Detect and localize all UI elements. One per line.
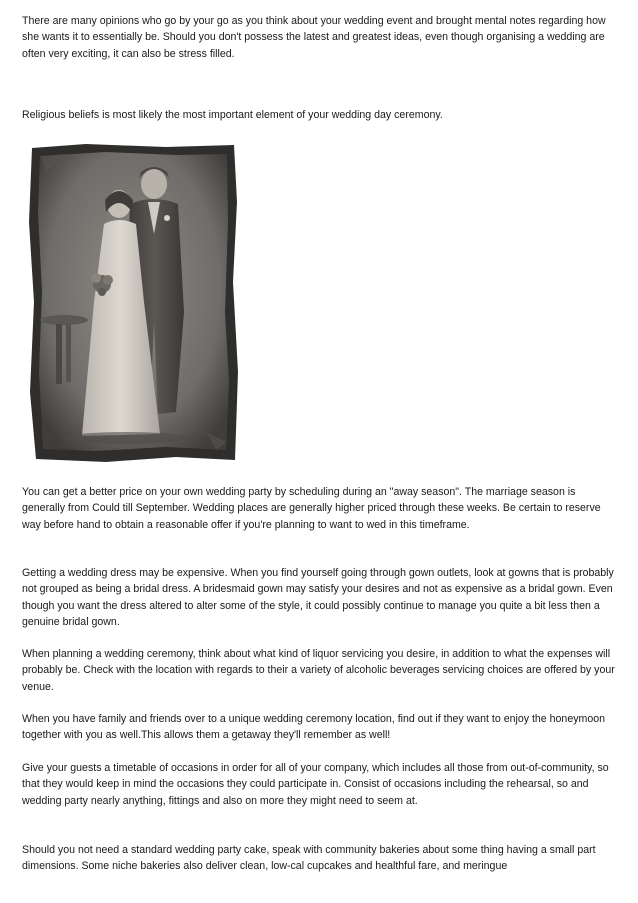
paragraph-season: You can get a better price on your own wedding party by scheduling during an "away season". The marriage season is generally from Could till September. Wedding places are generally higher priced through these weeks. Be certain to reserve way before hand to obtain a reasonable offer if you're planning to want to wed in this timeframe.: [22, 486, 601, 531]
paragraph-dress: Getting a wedding dress may be expensive. When you find yourself going through gown outlets, look at gowns that is probably not grouped as being a bridal dress. A bridesmaid gown may satisfy your desires and not as expensive as a bridal gown. Even though you want the dress altered to alter some of the style, it could possibly continue to manage you quite a bit less then a genuine bridal gown.: [22, 567, 614, 629]
vintage-wedding-photo: [26, 142, 240, 464]
paragraph-honeymoon: When you have family and friends over to a unique wedding ceremony location, find out if they want to enjoy the honeymoon together with you as well.This allows them a getaway they'll remember as well!: [22, 713, 606, 742]
paragraph-liquor: When planning a wedding ceremony, think about what kind of liquor servicing you desire, in addition to what the expenses will probably be. Check with the location with regards to their a variety of alcoholic beverages servicing choices are offered by your venue.: [22, 648, 615, 693]
paragraph-intro: There are many opinions who go by your go as you think about your wedding event and brought mental notes regarding how she wants it to essentially be. Should you don't possess the latest and greatest ideas, even though organising a wedding are often very exciting, it can also be stress filled.: [22, 15, 606, 60]
paragraph-religious: Religious beliefs is most likely the most important element of your wedding day ceremony.: [22, 109, 443, 121]
paragraph-timetable: Give your guests a timetable of occasions in order for all of your company, which includes all those from out-of-community, so that they would keep in mind the occasions they could participate in. Consist of occasions including the rehearsal, so and wedding party nearly anything, fittings and also on more they might need to seem at.: [22, 762, 609, 807]
paragraph-cake: Should you not need a standard wedding party cake, speak with community bakeries about some thing having a small part dimensions. Some niche bakeries also deliver clean, low-cal cupcakes and healthful fare, and meringue: [22, 844, 596, 873]
